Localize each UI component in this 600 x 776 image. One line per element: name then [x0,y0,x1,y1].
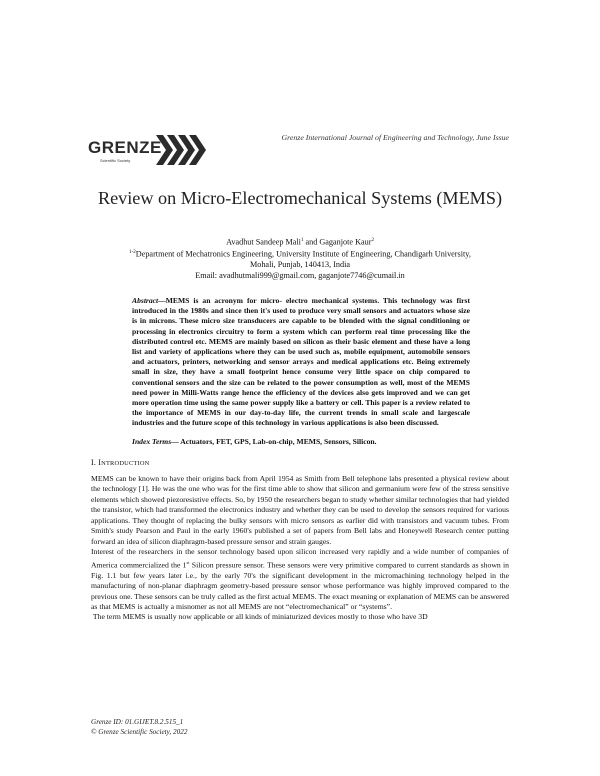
author-2: Gaganjote Kaur [319,237,372,247]
affiliation: $^{1-2}$Department of Mechatronics Engineering, University Institute of Engineering, Chandigarh University, [129,249,471,259]
logo-tagline: Scientific Society [100,158,131,163]
grenze-id: Grenze ID: 01.GIJET.8.2.515_1 [91,718,184,726]
index-terms: Index Terms— Actuators, FET, GPS, Lab-on-chip, MEMS, Sensors, Silicon. [132,437,377,446]
abstract: Abstract—MEMS is an acronym for micro- electro mechanical systems. This technology was first introduced in the 1980s and since then it's used to produce very small sensors and actuators whose size is in microns. These micro size transducers are capable to be blended with the signal conditioning or processing in electronics circuitry to form a system which can perform real time processing like the distributed control etc. MEMS are mainly based on silicon as their basic element and these have a long list and variety of applications where they can be used such as, mobile equipment, automobile sensors and actuators, printers, networking and sensor arrays and medical applications etc. Being extremely small in size, they have a small footprint hence consume very little space on chip compared to conventional sensors and the size can be related to the power consumption as well, most of the MEMS need power in Milli-Watts range hence the efficiency of the devices also gets improved and we can get more operation time using the same power supply like a battery or cell. This paper is a review related to the importance of MEMS in our day-to-day life, the current trends in small scale and largescale industries and the future scope of this technology in various applications is also been discussed. [132,296,470,428]
affiliation-location: Mohali, Punjab, 140413, India [249,260,351,270]
email-line: Email: avadhutmali999@gmail.com, gaganjote7746@cumail.in [195,270,405,280]
index-terms-label: Index Terms [132,437,172,446]
paragraph: Interest of the researchers in the sensor technology based upon silicon increased very rapidly and a wide number of companies of America commercialized the 1st Silicon pressure sensor. These sensors were very primitive compared to current standards as shown in Fig. 1.1 but few years later i.e., by the early 70's the significant development in the micromachining technology helped in the manufacturing of non-planar diaphragm geometry-based pressure sensor whose performance was highly improved compared to the previous one. These sensors can be truly called as the first actual MEMS. The exact meaning or explanation of MEMS can be answered as that MEMS is actually a misnomer as not all MEMS are not “electromechanical” or “systems”. [91,547,509,611]
author-1: Avadhut Sandeep Mali [226,237,301,247]
body-text [91,474,509,623]
paper-title: Review on Micro-Electromechanical Systems (MEMS) [97,188,503,208]
copyright: © Grenze Scientific Society, 2022 [91,728,188,736]
abstract-text: MEMS is an acronym for micro- electro mechanical systems. This technology was first introduced in the 1980s and since then it's used to produce very small sensors and actuators whose size is in microns. These micro size transducers are capable to be blended with the signal conditioning or processing in electronics circuitry to form a system which can perform real time processing like the distributed control etc. MEMS are mainly based on silicon as their basic element and these have a long list and variety of applications where they can be used such as, mobile equipment, automobile sensors and actuators, printers, networking and sensor arrays and medical applications etc. Being extremely small in size, they have a small footprint hence consume very little space on chip compared to conventional sensors and the size can be related to the power consumption as well, most of the MEMS need power in Milli-Watts range hence the efficiency of the devices also gets improved and we can get more operation time using the same power supply like a battery or cell. This paper is a review related to the importance of MEMS in our day-to-day life, the current trends in small scale and largescale industries and the future scope of this technology in various applications is also been discussed. [132,296,470,428]
grenze-logo [88,133,218,173]
logo-text: GRENZE [88,138,162,157]
abstract-label: Abstract [132,296,159,305]
journal-header: Grenze International Journal of Engineering and Technology, June Issue [281,133,509,142]
author-line: Avadhut Sandeep Mali$^1$ and Gaganjote Kaur$^2$ [226,237,374,247]
chevron-arrows-icon [156,133,208,167]
paragraph: The term MEMS is usually now applicable or all kinds of miniaturized devices mostly to those who have 3D [92,612,428,622]
section-heading: I. INTRODUCTION [91,458,150,467]
index-terms-text: Actuators, FET, GPS, Lab-on-chip, MEMS, Sensors, Silicon. [180,437,377,446]
footer [91,717,187,737]
author-block [0,236,600,281]
paragraph: MEMS can be known to have their origins back from April 1954 as Smith from Bell telephone labs presented a physical review about the technology [1]. He was the one who was for the first time able to show that silicon and germanium were few of the stress sensitive elements which showed piezoresistive effects. So, by 1950 the researchers began to study whether similar technologies that had yielded the transistor, which had transformed the electronics industry and whether they can be used to develop the sensors required for various applications. They thought of replacing the bulky sensors with micro sensors as earlier did with transistors and vacuum tubes. From Smith's study Pearson and Paul in the early 1960's published a set of papers from Bell labs and Honeywell Research center putting forward an idea of silicon diaphragm-based pressure sensor and strain gauges. [91,474,509,546]
